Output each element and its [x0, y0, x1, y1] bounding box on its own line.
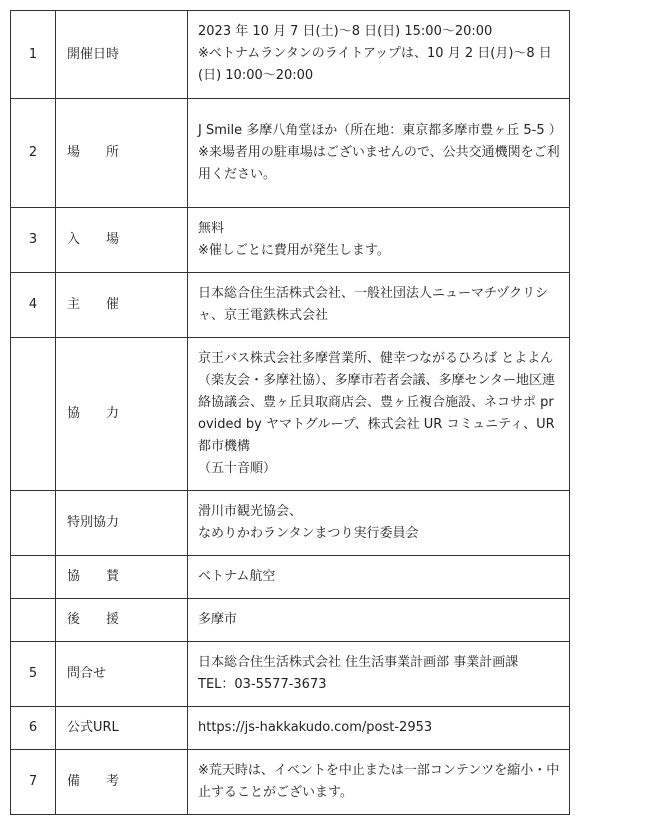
row-number: 1: [11, 11, 56, 99]
row-label: 場 所: [56, 99, 188, 208]
row-value: [188, 11, 570, 99]
official-url-link[interactable]: https://js-hakkakudo.com/post-2953: [198, 719, 433, 735]
row-number: 6: [11, 707, 56, 750]
event-info-body: [11, 11, 570, 815]
table-row: [11, 99, 570, 208]
row-label: 後 援: [56, 599, 188, 642]
row-value: [188, 599, 570, 642]
row-label: 主 催: [56, 273, 188, 338]
row-number: 2: [11, 99, 56, 208]
value-line: J Smile 多摩八角堂ほか（所在地：東京都多摩市豊ヶ丘 5-5 ）: [198, 122, 562, 138]
row-value: [188, 99, 570, 208]
table-row: [11, 599, 570, 642]
value-line: なめりかわランタンまつり実行委員会: [198, 525, 419, 541]
table-row: [11, 556, 570, 599]
value-line: TEL：03-5577-3673: [198, 676, 327, 692]
table-row: [11, 750, 570, 815]
row-value: [188, 338, 570, 491]
row-number: 3: [11, 208, 56, 273]
event-info-table: [10, 10, 570, 815]
row-number: [11, 556, 56, 599]
value-line: 日本総合住生活株式会社 住生活事業計画部 事業計画課: [198, 654, 519, 670]
table-row: [11, 707, 570, 750]
row-label: 公式URL: [56, 707, 188, 750]
row-number: 7: [11, 750, 56, 815]
table-row: [11, 11, 570, 99]
row-value: [188, 750, 570, 815]
row-label: 備 考: [56, 750, 188, 815]
table-row: [11, 642, 570, 707]
row-label: 入 場: [56, 208, 188, 273]
value-line: （五十音順）: [198, 460, 277, 476]
row-number: [11, 491, 56, 556]
value-line: ベトナム航空: [198, 568, 276, 584]
row-value: [188, 273, 570, 338]
row-number: [11, 599, 56, 642]
value-line: 日本総合住生活株式会社、一般社団法人ニューマチヅクリシャ、京王電鉄株式会社: [198, 285, 549, 323]
row-label: 協 賛: [56, 556, 188, 599]
row-label: 特別協力: [56, 491, 188, 556]
row-number: 4: [11, 273, 56, 338]
row-number: 5: [11, 642, 56, 707]
row-label: 問合せ: [56, 642, 188, 707]
value-line: 2023 年 10 月 7 日(土)〜8 日(日) 15:00〜20:00: [198, 24, 493, 39]
row-value: [188, 642, 570, 707]
table-row: [11, 208, 570, 273]
row-value: [188, 556, 570, 599]
row-value: [188, 491, 570, 556]
table-row: [11, 273, 570, 338]
row-label: 開催日時: [56, 11, 188, 99]
row-label: 協 力: [56, 338, 188, 491]
row-number: [11, 338, 56, 491]
value-line: 京王バス株式会社多摩営業所、健幸つながるひろば とよよん（楽友会・多摩社協）、多摩市若者会議、多摩センター地区連絡協議会、豊ヶ丘貝取商店会、豊ヶ丘複合施設、ネコサポ provided by ヤマトグループ、株式会社 UR コミュニティ、UR 都市機構: [198, 350, 555, 454]
row-value: [188, 208, 570, 273]
value-line: ※催しごとに費用が発生します。: [198, 242, 390, 258]
value-line: ※荒天時は、イベントを中止または一部コンテンツを縮小・中止することがございます。: [198, 762, 560, 800]
table-row: [11, 491, 570, 556]
row-value: [188, 707, 570, 750]
value-line: 多摩市: [198, 611, 238, 627]
table-row: [11, 338, 570, 491]
value-line: 無料: [198, 220, 225, 236]
value-line: ※ベトナムランタンのライトアップは、10 月 2 日(月)〜8 日(日) 10:00〜20:00: [198, 46, 552, 83]
value-line: ※来場者用の駐車場はございませんので、公共交通機関をご利用ください。: [198, 144, 560, 182]
value-line: 滑川市観光協会、: [198, 503, 303, 519]
